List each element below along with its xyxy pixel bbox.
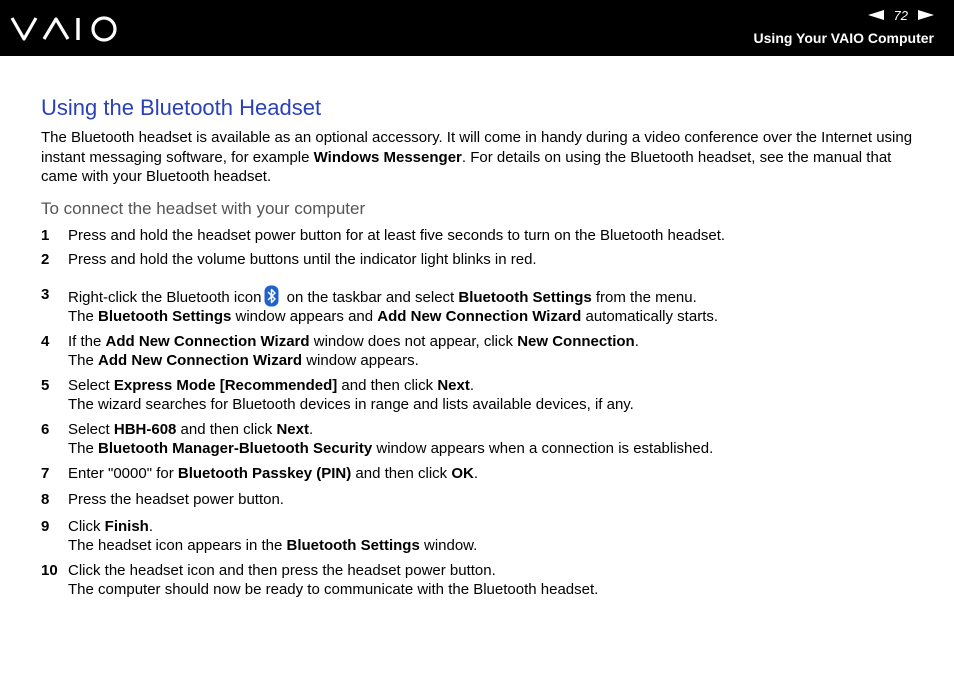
intro-text: . For details on using the Bluetooth headset, see the manual that came with your Bluetooth headset. [41, 148, 892, 185]
step-number: 10 [41, 561, 58, 579]
steps-list [41, 226, 921, 600]
step-line: window appears and [231, 308, 378, 325]
step-line: window. [419, 537, 478, 554]
step-bold: HBH-608 [113, 420, 177, 438]
step-number: 4 [41, 332, 50, 350]
step-line: Select [68, 420, 114, 438]
step-text [68, 517, 921, 556]
step-line: on the taskbar and select [282, 288, 459, 306]
step-line: window does not appear, click [309, 332, 518, 350]
step-number: 8 [41, 491, 50, 508]
step-line: and then click [351, 464, 452, 482]
step-bold: Bluetooth Manager-Bluetooth Security [98, 440, 373, 457]
vaio-logo [10, 15, 122, 43]
step-number: 7 [41, 464, 50, 482]
step-4 [41, 332, 921, 371]
step-text [68, 561, 921, 600]
step-line: Select [68, 376, 114, 394]
page-number: 72 [893, 7, 908, 23]
step-bold: Express Mode [Recommended] [113, 376, 338, 394]
step-bold: Bluetooth Settings [286, 537, 420, 554]
step-line: The [68, 308, 99, 325]
step-line: Press and hold the volume buttons until the indicator light blinks in red. [68, 251, 537, 268]
step-bold: OK [451, 464, 474, 482]
bluetooth-icon [264, 285, 279, 307]
step-line: The [68, 352, 99, 369]
step-bold: Add New Connection Wizard [98, 352, 303, 369]
step-line: If the [68, 332, 106, 350]
step-bold: Next [276, 420, 309, 438]
step-line: . [308, 420, 314, 438]
step-line: and then click [337, 376, 438, 394]
step-number: 5 [41, 376, 50, 394]
step-3 [41, 285, 921, 327]
step-7 [41, 464, 921, 484]
intro-text: The Bluetooth headset is available as an optional accessory. It will come in handy during a video conference over the Internet using instant messaging software, for example [41, 129, 913, 166]
step-bold: Bluetooth Settings [458, 288, 592, 306]
step-number: 2 [41, 251, 50, 268]
step-text [68, 376, 921, 415]
step-number: 1 [41, 226, 50, 244]
step-2 [41, 250, 921, 270]
step-line: Click [68, 517, 105, 535]
step-line: . [473, 464, 478, 482]
step-1 [41, 226, 921, 246]
step-line: . [148, 517, 154, 535]
step-line: Press the headset power button. [68, 491, 284, 508]
previous-page-arrow-icon[interactable] [868, 10, 884, 20]
step-line: automatically starts. [581, 308, 719, 325]
step-line: and then click [176, 420, 277, 438]
step-bold: Add New Connection Wizard [377, 308, 582, 325]
step-text [68, 332, 921, 371]
step-text [68, 420, 921, 459]
intro-bold: Windows Messenger [313, 148, 462, 166]
page-navigator [868, 7, 934, 23]
step-bold: Finish [104, 517, 149, 535]
step-9 [41, 517, 921, 556]
step-line: . [469, 376, 474, 394]
step-text [68, 285, 921, 327]
step-8 [41, 490, 921, 510]
step-line: The [68, 440, 99, 457]
step-number: 3 [41, 285, 50, 303]
step-line: Right-click the Bluetooth icon [68, 288, 262, 306]
step-line: window appears when a connection is established. [372, 440, 714, 457]
step-text [68, 226, 921, 246]
step-text [68, 250, 921, 270]
step-text [68, 464, 921, 484]
step-line: The wizard searches for Bluetooth devices in range and lists available devices, if any. [68, 396, 634, 413]
step-line: Enter "0000" for [68, 464, 178, 482]
step-6 [41, 420, 921, 459]
step-line: window appears. [302, 352, 419, 369]
step-line: . [634, 332, 639, 350]
step-10 [41, 561, 921, 600]
main-content [41, 92, 921, 605]
step-bold: Bluetooth Settings [98, 308, 232, 325]
step-line: Click the headset icon and then press the headset power button. [68, 561, 496, 579]
step-text [68, 490, 921, 510]
step-bold: Bluetooth Passkey (PIN) [177, 464, 352, 482]
procedure-title: To connect the headset with your computer [41, 198, 366, 218]
intro-paragraph [41, 128, 921, 187]
page-header [0, 0, 954, 56]
step-line: Press and hold the headset power button for at least five seconds to turn on the Bluetooth headset. [68, 226, 726, 244]
step-number: 6 [41, 420, 50, 438]
step-line: The computer should now be ready to communicate with the Bluetooth headset. [68, 581, 599, 598]
step-line: The headset icon appears in the [68, 537, 287, 554]
step-number: 9 [41, 517, 50, 535]
step-5 [41, 376, 921, 415]
step-bold: New Connection [517, 332, 635, 350]
section-title: Using Your VAIO Computer [753, 30, 934, 46]
next-page-arrow-icon[interactable] [918, 10, 934, 20]
page-title: Using the Bluetooth Headset [41, 95, 322, 120]
step-bold: Add New Connection Wizard [105, 332, 310, 350]
step-bold: Next [437, 376, 470, 394]
step-line: from the menu. [591, 288, 697, 306]
